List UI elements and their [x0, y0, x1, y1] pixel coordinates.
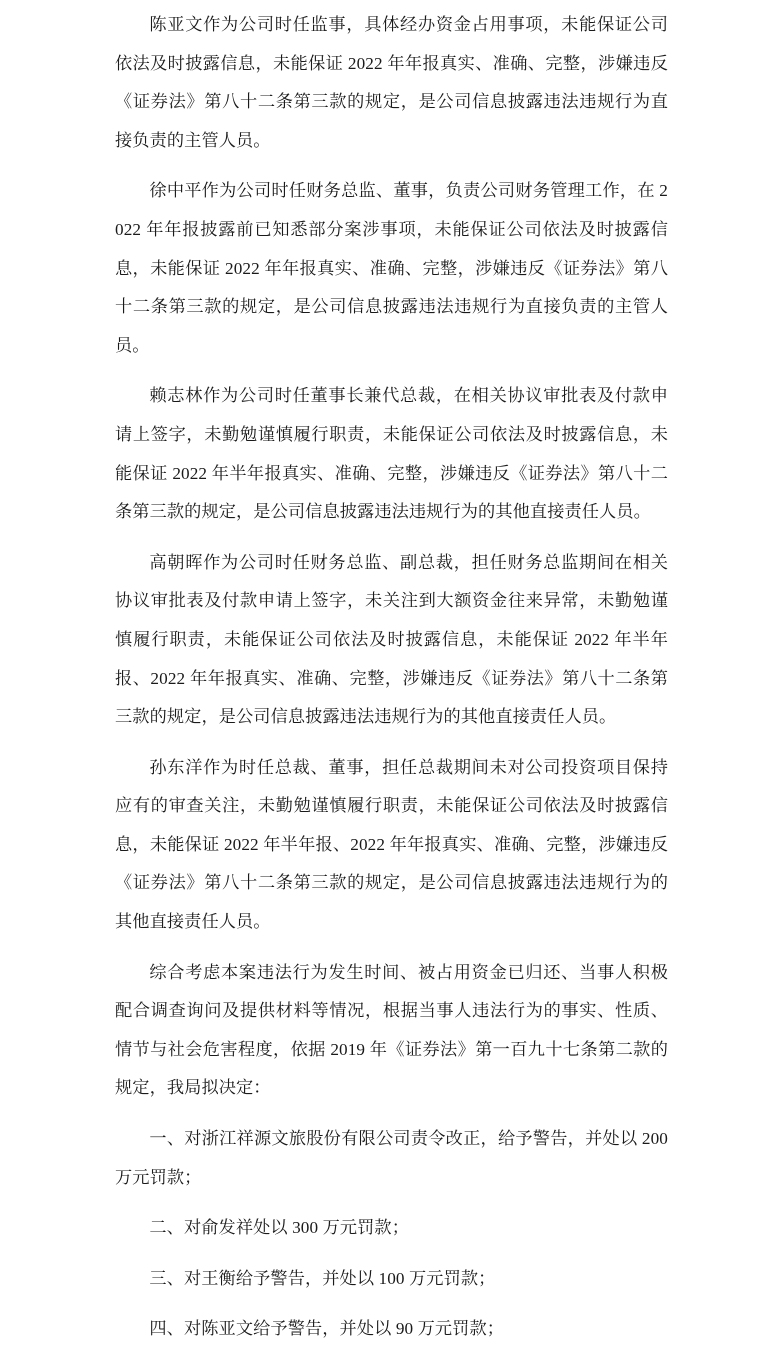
paragraph-gao-chaohui: 高朝晖作为公司时任财务总监、副总裁，担任财务总监期间在相关协议审批表及付款申请上签字，未关注到大额资金往来异常，未勤勉谨慎履行职责，未能保证公司依法及时披露信息，未能保证 2022 年半年报、2022 年年报真实、准确、完整，涉嫌违反《证券法》第八十二条第三款的规定，是公司信息披露违法违规行为的其他直接责任人员。 — [115, 552, 668, 727]
penalty-clause-4: 四、对陈亚文给予警告，并处以 90 万元罚款； — [149, 1319, 505, 1339]
paragraph-sun-dongyang: 孙东洋作为时任总裁、董事，担任总裁期间未对公司投资项目保持应有的审查关注，未勤勉谨慎履行职责，未能保证公司依法及时披露信息，未能保证 2022 年半年报、2022 年年报真实、准确、完整，涉嫌违反《证券法》第八十二条第三款的规定，是公司信息披露违法违规行为的其他直接责任人员。 — [115, 757, 668, 932]
paragraph-lai-zhilin: 赖志林作为公司时任董事长兼代总裁，在相关协议审批表及付款申请上签字，未勤勉谨慎履行职责，未能保证公司依法及时披露信息，未能保证 2022 年半年报真实、准确、完整，涉嫌违反《证券法》第八十二条第三款的规定，是公司信息披露违法违规行为的其他直接责任人员。 — [115, 386, 668, 522]
penalty-clause-2: 二、对俞发祥处以 300 万元罚款； — [149, 1218, 410, 1238]
penalty-clause-3: 三、对王衡给予警告，并处以 100 万元罚款； — [149, 1268, 496, 1288]
penalty-clause-1: 一、对浙江祥源文旅股份有限公司责令改正，给予警告，并处以 200 万元罚款； — [115, 1129, 668, 1187]
paragraph-chen-yawen: 陈亚文作为公司时任监事，具体经办资金占用事项，未能保证公司依法及时披露信息，未能保证 2022 年年报真实、准确、完整，涉嫌违反《证券法》第八十二条第三款的规定，是公司信息披露违法违规行为直接负责的主管人员。 — [115, 15, 668, 150]
paragraph-xu-zhongping: 徐中平作为公司时任财务总监、董事，负责公司财务管理工作，在 2022 年年报披露前已知悉部分案涉事项，未能保证公司依法及时披露信息，未能保证 2022 年年报真实、准确、完整，涉嫌违反《证券法》第八十二条第三款的规定，是公司信息披露违法违规行为直接负责的主管人员。 — [115, 181, 668, 355]
document-text-column — [115, 6, 668, 1349]
paragraph-decision-basis: 综合考虑本案违法行为发生时间、被占用资金已归还、当事人积极配合调查询问及提供材料等情况，根据当事人违法行为的事实、性质、情节与社会危害程度，依据 2019 年《证券法》第一百九十七条第二款的规定，我局拟决定： — [115, 962, 668, 1098]
